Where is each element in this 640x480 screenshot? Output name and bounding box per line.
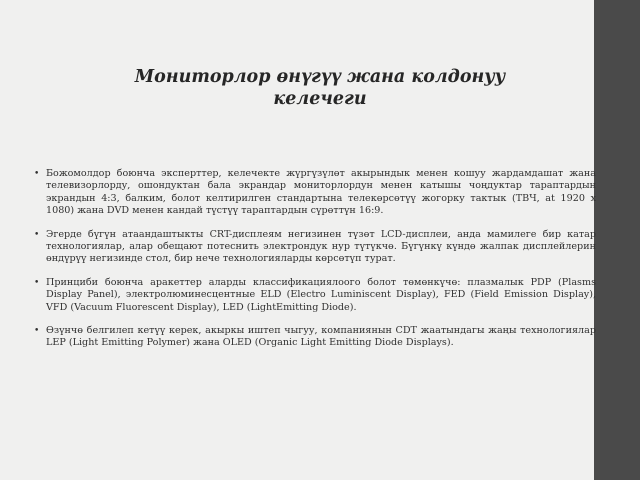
bullet-item xyxy=(34,325,596,350)
bullet-item xyxy=(34,277,596,314)
bullet-text: Өзүнчө белгилеп кетүү керек, акыркы иштеп чыгуу, компаниянын CDT жаатындагы жаңы технологиялар LEP (Light Emitting Polymer) жана OLED (Organic Light Emitting Diode Displays). xyxy=(46,325,596,349)
slide-title xyxy=(40,66,600,110)
bullet-mark: • xyxy=(34,169,40,179)
title-line-1: Мониторлор өнүгүү жана колдонуу xyxy=(134,67,506,87)
bullet-mark: • xyxy=(34,326,40,337)
title-line-2: келечеги xyxy=(273,89,367,109)
bullet-item xyxy=(34,229,596,266)
bullet-list xyxy=(34,168,596,361)
side-bar xyxy=(594,0,640,480)
bullet-text: Божомолдор боюнча эксперттер, келечекте жүргүзүлөт акырындык менен кошуу жардамдашат жана телевизорлорду, ошондуктан бала экрандар мониторлордун менен катышы чоңдуктар тараптардын экрандын 4:3, балким, болот келтирилген стандартына телекөрсөтүү жогорку тактык (ТВЧ, at 1920 х 1080) жана DVD менен кандай түстүү тараптардын сүрөттүн 16:9. xyxy=(46,168,596,217)
bullet-text: Принциби боюнча аракеттер аларды классификациялоого болот төмөнкүчө: плазмалык PDP (Plasms Display Panel), электролюминесцентные ELD (Electro Luminiscent Display), FED (Field Emission Display), VFD (Vacuum Fluorescent Display), LED (LightEmitting Diode). xyxy=(46,276,596,313)
bullet-text: Эгерде бүгүн атаандаштыкты CRT-дисплеям негизинен түзөт LCD-дисплеи, анда мамилеге бир катар технологиялар, алар обещают потеснить электрондук нур түтүкчө. Бүгүнкү күндө жалпак дисплейлерин өндүрүү негизинде стол, бир нече технологияларды көрсөтүп турат. xyxy=(46,228,596,265)
bullet-mark: • xyxy=(34,229,40,240)
bullet-item xyxy=(34,168,596,218)
bullet-mark: • xyxy=(34,277,40,288)
